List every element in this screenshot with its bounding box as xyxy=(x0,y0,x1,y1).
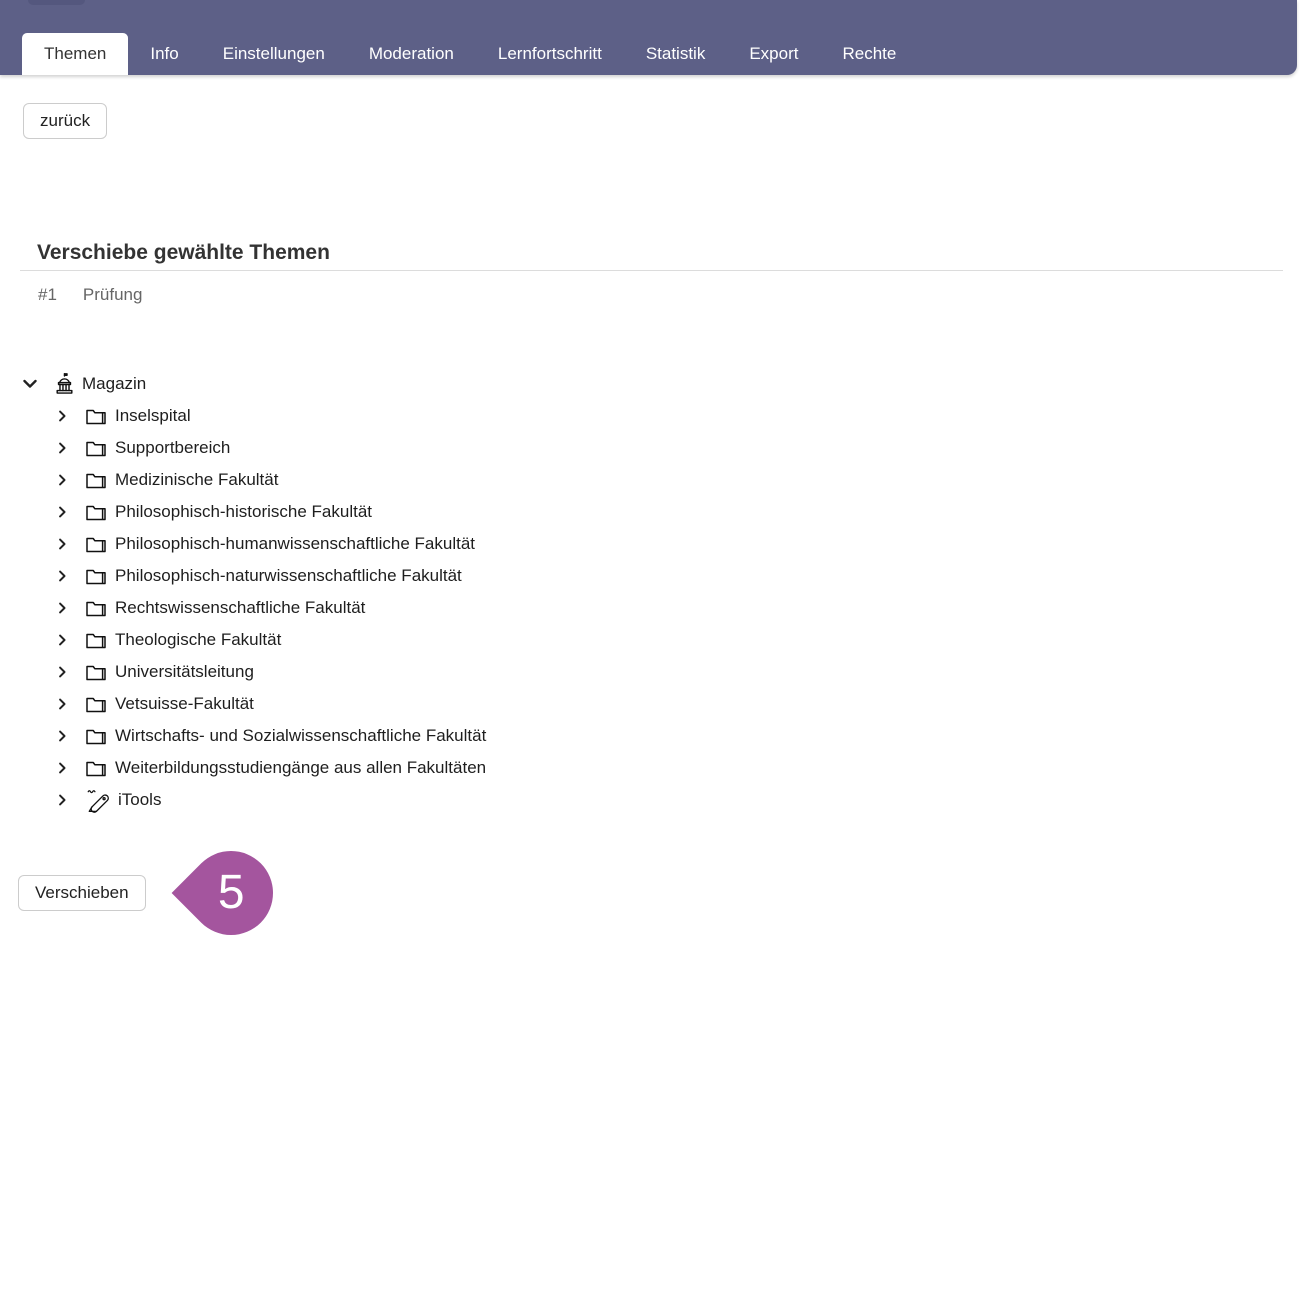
tree-node-label: Medizinische Fakultät xyxy=(115,470,279,489)
tree-node-label: Universitätsleitung xyxy=(115,662,254,681)
back-button[interactable]: zurück xyxy=(23,103,107,139)
chevron-right-icon[interactable] xyxy=(56,408,70,424)
chevron-right-icon[interactable] xyxy=(56,568,70,584)
folder-icon xyxy=(85,439,107,458)
tree-node-label: Weiterbildungsstudiengänge aus allen Fakultäten xyxy=(115,758,487,777)
folder-icon xyxy=(85,599,107,618)
tab-export[interactable]: Export xyxy=(749,44,799,63)
chevron-right-icon[interactable] xyxy=(56,440,70,456)
tab-rechte[interactable]: Rechte xyxy=(842,44,897,63)
chevron-right-icon[interactable] xyxy=(56,664,70,680)
tree-node-phil-historische[interactable] xyxy=(20,496,486,528)
tree-node-phil-naturwissenschaftliche[interactable] xyxy=(20,560,486,592)
folder-icon xyxy=(85,727,107,746)
chevron-right-icon[interactable] xyxy=(56,792,70,808)
top-navigation-bar xyxy=(0,0,1297,75)
tab-lernfortschritt[interactable]: Lernfortschritt xyxy=(497,44,602,63)
tree-node-wirtschafts-sozialwissenschaftliche[interactable] xyxy=(20,720,486,752)
folder-icon xyxy=(85,695,107,714)
chevron-right-icon[interactable] xyxy=(56,760,70,776)
move-button[interactable]: Verschieben xyxy=(18,875,146,911)
topic-index: #1 xyxy=(38,285,57,304)
section-divider xyxy=(20,270,1283,271)
tree-node-label: Philosophisch-humanwissenschaftliche Fakultät xyxy=(115,534,476,553)
chevron-down-icon[interactable] xyxy=(22,376,38,392)
tree-node-supportbereich[interactable] xyxy=(20,432,486,464)
chevron-right-icon[interactable] xyxy=(56,536,70,552)
folder-icon xyxy=(85,471,107,490)
tree-node-itools[interactable] xyxy=(20,784,486,816)
folder-icon xyxy=(85,759,107,778)
folder-icon xyxy=(85,631,107,650)
folder-icon xyxy=(85,407,107,426)
chevron-right-icon[interactable] xyxy=(56,632,70,648)
folder-icon xyxy=(85,503,107,522)
tree-node-label: Inselspital xyxy=(115,406,191,425)
tab-moderation[interactable]: Moderation xyxy=(368,44,454,63)
tree-node-medizinische-fakultaet[interactable] xyxy=(20,464,486,496)
annotation-balloon xyxy=(171,834,290,953)
tab-einstellungen[interactable]: Einstellungen xyxy=(222,44,325,63)
chevron-right-icon[interactable] xyxy=(56,728,70,744)
tree-node-inselspital[interactable] xyxy=(20,400,486,432)
selected-topic-row xyxy=(38,285,142,305)
folder-icon xyxy=(85,567,107,586)
page-title: Verschiebe gewählte Themen xyxy=(37,241,330,264)
tree-node-label: Rechtswissenschaftliche Fakultät xyxy=(115,598,366,617)
tree-node-label: Supportbereich xyxy=(115,438,231,457)
folder-icon xyxy=(85,663,107,682)
tree-node-universitaetsleitung[interactable] xyxy=(20,656,486,688)
tree-node-magazin[interactable] xyxy=(20,368,486,400)
action-row xyxy=(18,851,273,935)
tab-bar xyxy=(22,33,918,75)
tree-node-weiterbildungsstudiengaenge[interactable] xyxy=(20,752,486,784)
cropped-top-tab xyxy=(28,0,85,5)
tree-node-theologische[interactable] xyxy=(20,624,486,656)
tree-node-label: iTools xyxy=(118,790,162,809)
tree-node-label: Philosophisch-historische Fakultät xyxy=(115,502,373,521)
tree-node-label: Philosophisch-naturwissenschaftliche Fakultät xyxy=(115,566,462,585)
chevron-right-icon[interactable] xyxy=(56,504,70,520)
chevron-right-icon[interactable] xyxy=(56,696,70,712)
tab-themen[interactable]: Themen xyxy=(22,33,128,75)
tree-node-rechtswissenschaftliche[interactable] xyxy=(20,592,486,624)
chevron-right-icon[interactable] xyxy=(56,472,70,488)
tab-info[interactable]: Info xyxy=(150,44,179,63)
tree-node-label: Magazin xyxy=(82,374,147,393)
university-icon xyxy=(52,372,77,396)
annotation-number: 5 xyxy=(217,865,244,919)
target-folder-tree xyxy=(20,368,486,816)
pocket-knife-icon xyxy=(85,787,110,813)
tree-node-phil-humanwissenschaftliche[interactable] xyxy=(20,528,486,560)
tree-node-label: Wirtschafts- und Sozialwissenschaftliche Fakultät xyxy=(115,726,487,745)
tree-node-label: Theologische Fakultät xyxy=(115,630,282,649)
chevron-right-icon[interactable] xyxy=(56,600,70,616)
topic-title: Prüfung xyxy=(82,285,143,304)
tab-statistik[interactable]: Statistik xyxy=(645,44,706,63)
tree-node-vetsuisse[interactable] xyxy=(20,688,486,720)
folder-icon xyxy=(85,535,107,554)
tree-node-label: Vetsuisse-Fakultät xyxy=(115,694,254,713)
